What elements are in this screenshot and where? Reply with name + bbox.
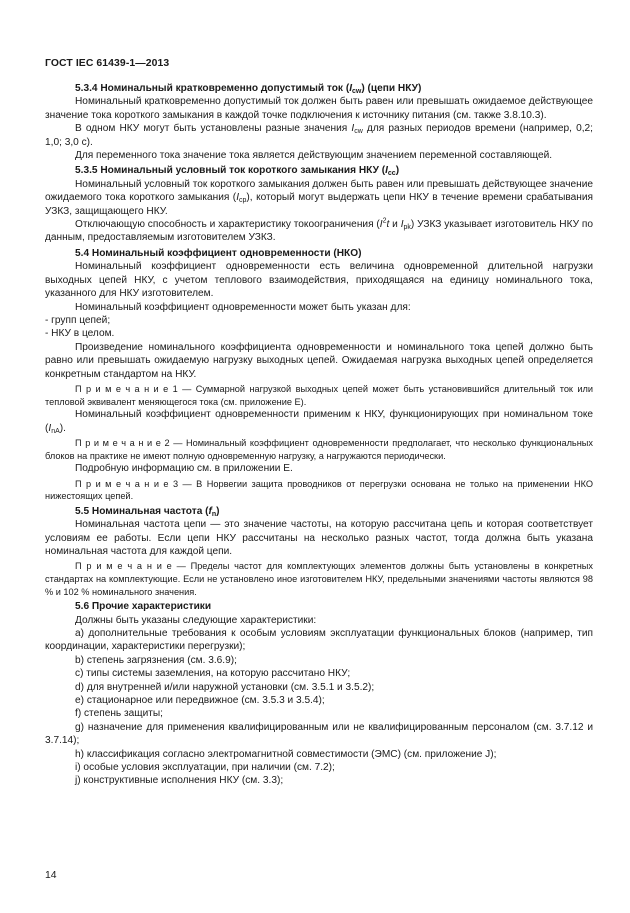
paragraph: Подробную информацию см. в приложении Е. (75, 463, 293, 475)
note-paragraph: П р и м е ч а н и е 1 — Суммарной нагрузкой выходных цепей может быть установившийся длительный ток или тепловой эквивалент меняющегося тока (см. приложение Е). (45, 383, 593, 407)
section-heading: 5.5 Номинальная частота $(f_n)$ (75, 505, 220, 518)
paragraph: Номинальная частота цепи — это значение частоты, на которую рассчитана цепь и которая соответствует условиям ее работы. Если цепи НКУ рассчитаны на несколько разных частот, тогда должна быть указана номинальная частота для каждой цепи. (45, 519, 593, 557)
paragraph: Произведение номинального коэффициента одновременности и номинального тока цепей должно быть равно или превышать ожидаемую нагрузку выходных цепей. Ожидаемая нагрузка выходных цепей определяется конкретным стандартом на НКУ. (45, 341, 593, 380)
section-heading: 5.6 Прочие характеристики (75, 601, 212, 613)
paragraph: Для переменного тока значение тока является действующим значением переменной составляющей. (75, 150, 553, 162)
paragraph: j) конструктивные исполнения НКУ (см. 3.3); (75, 775, 284, 787)
paragraph: с) типы системы заземления, на которую рассчитано НКУ; (75, 668, 351, 680)
paragraph: i) особые условия эксплуатации, при наличии (см. 7.2); (75, 762, 335, 773)
section-heading: 5.3.5 Номинальный условный ток короткого замыкания НКУ $(I_{cc})$ (75, 165, 400, 178)
list-item: - групп цепей; (45, 314, 111, 326)
paragraph: Должны быть указаны следующие характеристики: (75, 614, 317, 626)
document-body (45, 80, 593, 788)
paragraph: d) для внутренней и/или наружной установки (см. 3.5.1 и 3.5.2); (75, 681, 375, 693)
paragraph: В одном НКУ могут быть установлены разные значения $I_{cw}$ для разных периодов времени (например, 0,2; 1,0; 3,0 с). (45, 123, 593, 148)
section-heading: 5.4 Номинальный коэффициент одновременности (НКО) (75, 247, 362, 259)
paragraph: Номинальный условный ток короткого замыкания должен быть равен или превышать действующее значение ожидаемого тока короткого замыкания $(I_{cp})$, который могут выдержать цепи НКУ в течение времени срабатывания УЗКЗ, защищающего НКУ. (45, 178, 593, 217)
paragraph: Номинальный кратковременно допустимый ток должен быть равен или превышать ожидаемое действующее значение тока короткого замыкания в каждой точке подключения к источнику питания (см. также 3.8.10.3). (45, 96, 593, 121)
paragraph: b) степень загрязнения (см. 3.6.9); (75, 654, 237, 666)
paragraph: g) назначение для применения квалифицированным или не квалифицированным персоналом (см. 3.7.12 и 3.7.14); (45, 721, 593, 747)
note-paragraph: П р и м е ч а н и е — Пределы частот для комплектующих элементов должны быть установлены в конкретных стандартах на комплектующие. Если не установлено иное изготовителем НКУ, предельными значениями частоты являются 98 % и 102 % номинального значения. (45, 561, 593, 597)
paragraph: а) дополнительные требования к особым условиям эксплуатации функциональных блоков (например, тип координации, характеристики перегрузки); (45, 627, 593, 653)
paragraph: f) степень защиты; (75, 708, 163, 720)
note-paragraph: П р и м е ч а н и е 3 — В Норвегии защита проводников от перегрузки основана не только на применении НКО нижестоящих цепей. (45, 478, 593, 502)
page-number: 14 (45, 870, 57, 881)
paragraph: е) стационарное или передвижное (см. 3.5.3 и 3.5.4); (75, 694, 325, 706)
paragraph: Отключающую способность и характеристику токоограничения ($I^2t$ и $I_{pk}$) УЗКЗ указывает изготовитель НКУ по данным, предоставляемым изготовителем УЗКЗ. (45, 217, 593, 244)
paragraph: Номинальный коэффициент одновременности может быть указан для: (75, 301, 411, 313)
paragraph: Номинальный коэффициент одновременности есть величина одновременной длительной нагрузки выходных цепей НКУ, с учетом теплового взаимодействия, приходящаяся на единицу номинального тока, указанного для НКУ изготовителем. (45, 261, 593, 300)
paragraph: Номинальный коэффициент одновременности применим к НКУ, функционирующих при номинальном токе $(I_{nA})$. (45, 409, 593, 435)
paragraph: h) классификация согласно электромагнитной совместимости (ЭМС) (см. приложение J); (75, 748, 497, 760)
document-header: ГОСТ IEC 61439-1—2013 (45, 58, 170, 69)
note-paragraph: П р и м е ч а н и е 2 — Номинальный коэффициент одновременности предполагает, что несколько функциональных блоков на практике не имеют полную одновременную нагрузку, а нагружаются периодически. (45, 437, 593, 461)
section-heading: 5.3.4 Номинальный кратковременно допустимый ток $(I_{cw})$ (цепи НКУ) (75, 83, 422, 95)
list-item: - НКУ в целом. (45, 328, 115, 340)
